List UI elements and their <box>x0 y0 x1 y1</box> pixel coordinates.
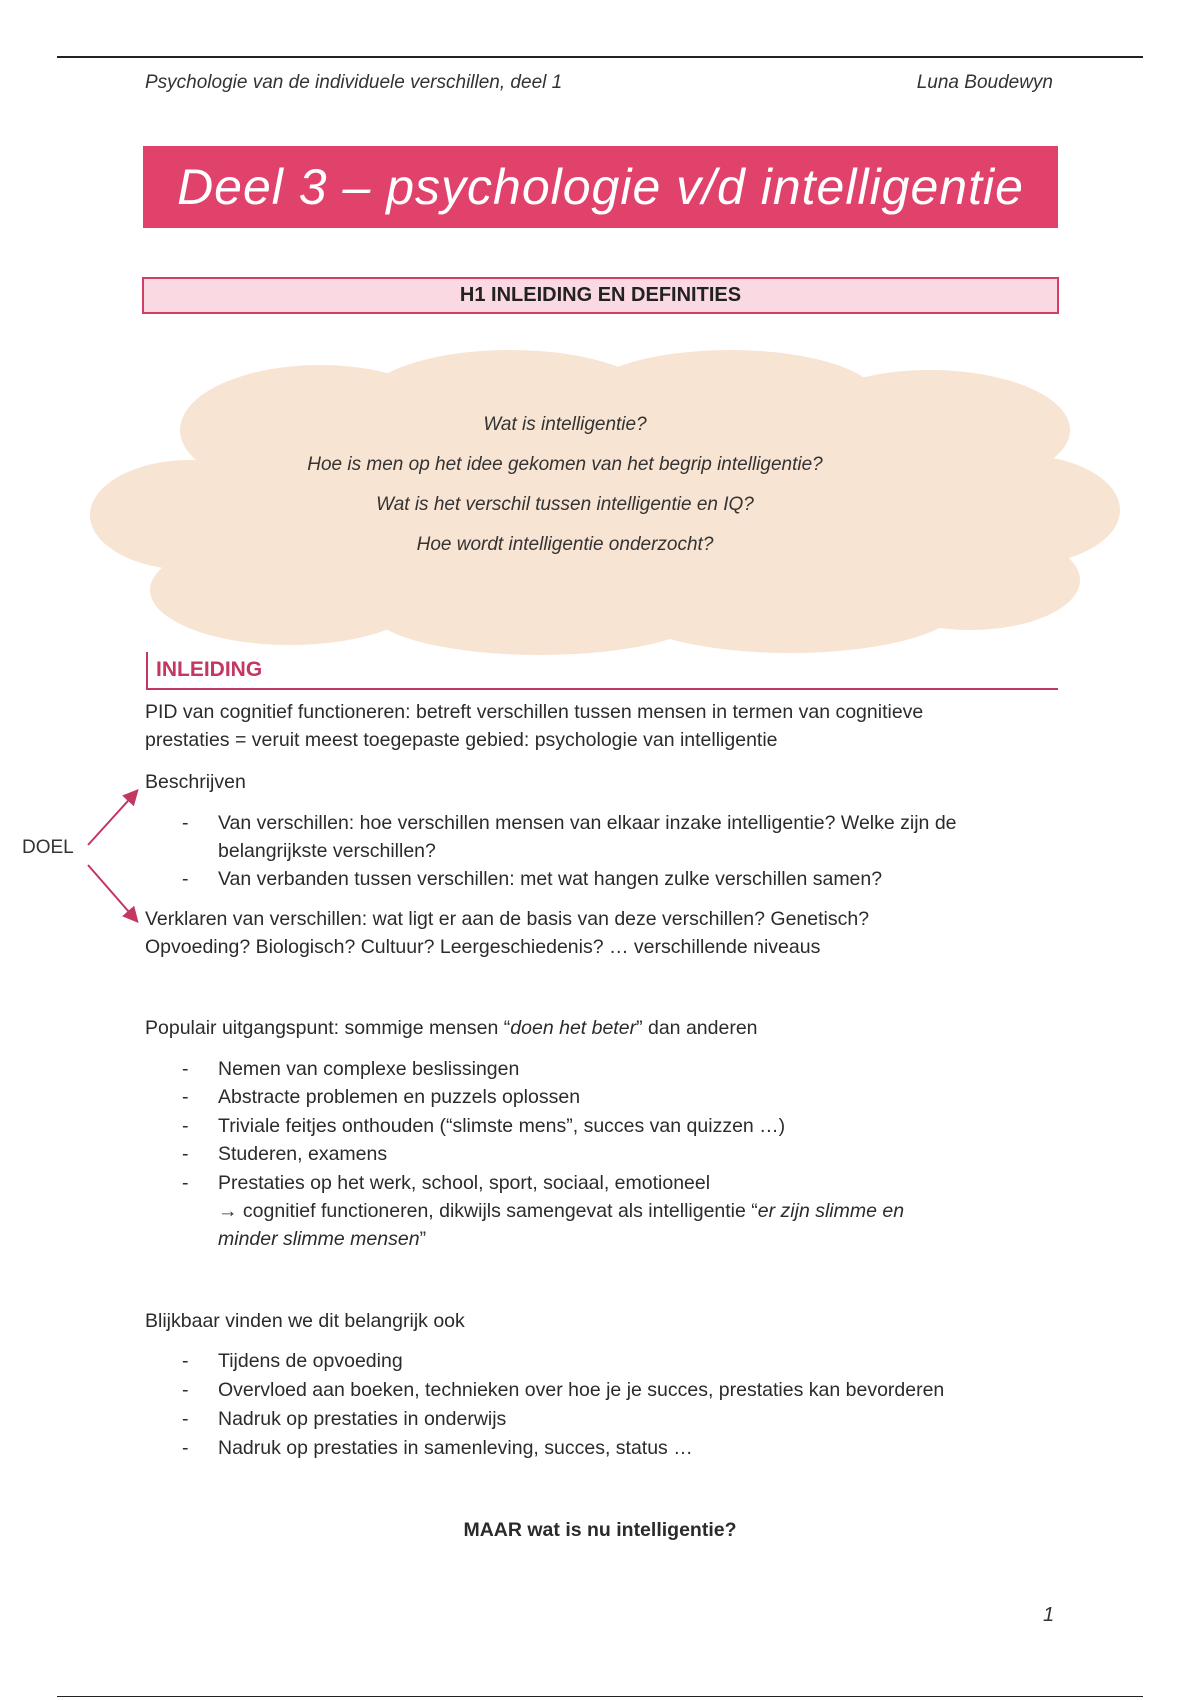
arrow-italic-1: er zijn slimme en <box>757 1200 905 1222</box>
part-banner: Deel 3 – psychologie v/d intelligentie <box>143 146 1058 228</box>
verklaren-line-2: Opvoeding? Biologisch? Cultuur? Leergeschiedenis? … verschillende niveaus <box>145 936 821 958</box>
list-dash: - <box>182 1143 189 1165</box>
doel-arrows <box>80 780 150 930</box>
blijkbaar-item-2: Overvloed aan boeken, technieken over hoe je je succes, prestaties kan bevorderen <box>218 1379 945 1401</box>
list-dash: - <box>182 1058 189 1080</box>
arrow-suffix: ” <box>419 1228 427 1250</box>
list-dash: - <box>182 1115 189 1137</box>
arrow-italic-2: minder slimme mensen <box>218 1228 420 1250</box>
populair-item-1: Nemen van complexe beslissingen <box>218 1058 520 1080</box>
header-rule <box>57 56 1143 58</box>
arrow-conclusion-line-1 <box>218 1197 904 1225</box>
verklaren-line-1: Verklaren van verschillen: wat ligt er aan de basis van deze verschillen? Genetisch? <box>145 908 870 930</box>
populair-item-2: Abstracte problemen en puzzels oplossen <box>218 1086 581 1108</box>
footer-rule <box>57 1696 1143 1697</box>
populair-italic: doen het beter <box>510 1017 637 1039</box>
beschrijven-item-2: Van verbanden tussen verschillen: met wat hangen zulke verschillen samen? <box>218 868 883 890</box>
chapter-heading: H1 INLEIDING EN DEFINITIES <box>142 277 1059 314</box>
list-dash: - <box>182 1172 189 1194</box>
page-number: 1 <box>1043 1604 1055 1626</box>
doel-label: DOEL <box>22 837 74 858</box>
arrow-conclusion-line-2 <box>218 1225 426 1253</box>
beschrijven-item-1-cont: belangrijkste verschillen? <box>218 840 436 862</box>
list-dash: - <box>182 1350 189 1372</box>
populair-item-3: Triviale feitjes onthouden (“slimste mens”, succes van quizzen …) <box>218 1115 786 1137</box>
populair-item-4: Studeren, examens <box>218 1143 388 1165</box>
list-dash: - <box>182 868 189 890</box>
intro-line-1: PID van cognitief functioneren: betreft verschillen tussen mensen in termen van cognitieve <box>145 701 924 723</box>
beschrijven-item-1: Van verschillen: hoe verschillen mensen van elkaar inzake intelligentie? Welke zijn de <box>218 812 957 834</box>
list-dash: - <box>182 812 189 834</box>
populair-suffix: ” dan anderen <box>636 1017 758 1039</box>
intro-line-2: prestaties = veruit meest toegepaste gebied: psychologie van intelligentie <box>145 729 778 751</box>
blijkbaar-line: Blijkbaar vinden we dit belangrijk ook <box>145 1310 465 1332</box>
list-dash: - <box>182 1086 189 1108</box>
section-heading: INLEIDING <box>146 652 1058 690</box>
cloud-question-3: Wat is het verschil tussen intelligentie en IQ? <box>376 494 754 515</box>
beschrijven-label: Beschrijven <box>145 771 246 793</box>
blijkbaar-item-1: Tijdens de opvoeding <box>218 1350 403 1372</box>
populair-item-5: Prestaties op het werk, school, sport, sociaal, emotioneel <box>218 1172 711 1194</box>
list-dash: - <box>182 1437 189 1459</box>
arrow-prefix: → cognitief functioneren, dikwijls samengevat als intelligentie “ <box>218 1200 758 1222</box>
blijkbaar-item-4: Nadruk op prestaties in samenleving, succes, status … <box>218 1437 693 1459</box>
list-dash: - <box>182 1408 189 1430</box>
cloud-question-1: Wat is intelligentie? <box>483 414 647 435</box>
closing-question: MAAR wat is nu intelligentie? <box>463 1519 737 1541</box>
populair-prefix: Populair uitgangspunt: sommige mensen “ <box>145 1017 511 1039</box>
header-author: Luna Boudewyn <box>916 72 1053 93</box>
header-course-title: Psychologie van de individuele verschillen, deel 1 <box>145 72 563 93</box>
cloud-question-4: Hoe wordt intelligentie onderzocht? <box>416 534 714 555</box>
blijkbaar-item-3: Nadruk op prestaties in onderwijs <box>218 1408 507 1430</box>
cloud-question-2: Hoe is men op het idee gekomen van het begrip intelligentie? <box>307 454 823 475</box>
list-dash: - <box>182 1379 189 1401</box>
populair-line <box>145 1014 758 1042</box>
